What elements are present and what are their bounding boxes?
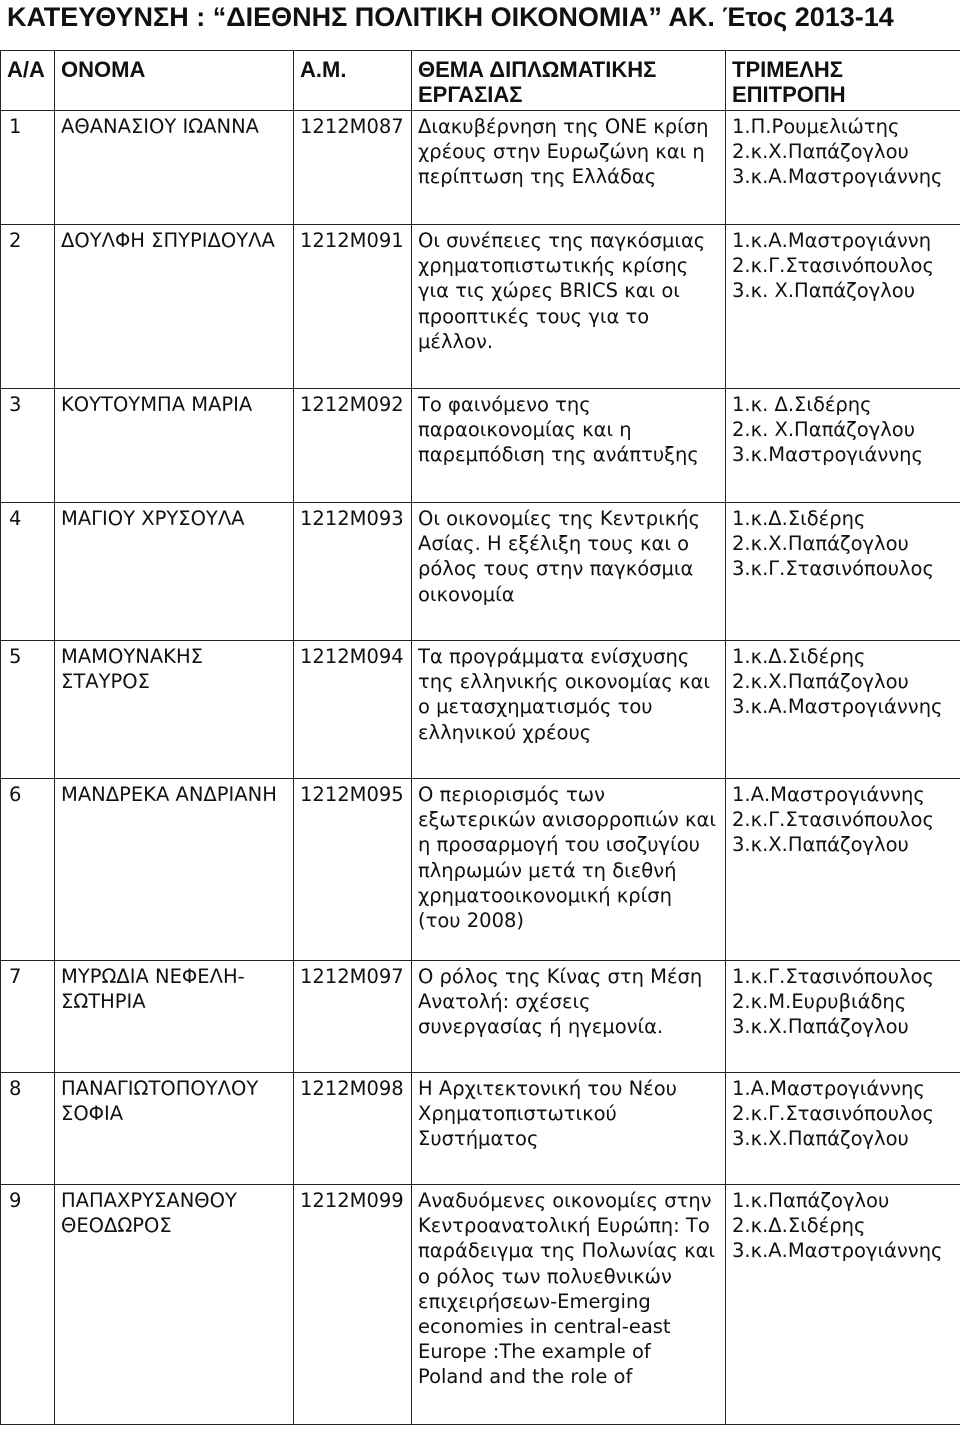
row-number: 3: [1, 389, 55, 503]
student-name: ΜΑΓΙΟΥ ΧΡΥΣΟΥΛΑ: [55, 503, 294, 641]
student-am: 1212M099: [294, 1185, 412, 1425]
table-row: [1, 961, 960, 1073]
document-title: ΚΑΤΕΥΘΥΝΣΗ : “ΔΙΕΘΝΗΣ ΠΟΛΙΤΙΚΗ ΟΙΚΟΝΟΜΙΑ” ΑΚ. Έτος 2013-14: [7, 2, 894, 32]
student-am: 1212M098: [294, 1073, 412, 1185]
committee-member: 1.κ.Δ.Σιδέρης: [732, 507, 866, 530]
table-row: [1, 1185, 960, 1425]
committee-member: 1.Α.Μαστρογιάννης: [732, 783, 925, 806]
thesis-topic: Τα προγράμματα ενίσχυσης της ελληνικής οικονομίας και ο μετασχηματισμός του ελληνικού χρέους: [412, 641, 726, 779]
row-number: 5: [1, 641, 55, 779]
row-number: 8: [1, 1073, 55, 1185]
table-row: [1, 641, 960, 779]
committee-members: [726, 225, 960, 389]
committee-member: 2.κ.Γ.Στασινόπουλος: [732, 808, 934, 832]
student-name: ΠΑΠΑΧΡΥΣΑΝΘΟΥ ΘΕΟΔΩΡΟΣ: [55, 1185, 294, 1425]
student-am: 1212M097: [294, 961, 412, 1073]
student-am: 1212M092: [294, 389, 412, 503]
table-row: [1, 111, 960, 225]
row-number: 7: [1, 961, 55, 1073]
thesis-topic: Οι οικονομίες της Κεντρικής Ασίας. Η εξέλιξη τους και ο ρόλος τους στην παγκόσμια οικονομία: [412, 503, 726, 641]
committee-member: 3.κ.Α.Μαστρογιάννης: [732, 1239, 943, 1263]
header-topic: ΘΕΜΑ ΔΙΠΛΩΜΑΤΙΚΗΣ ΕΡΓΑΣΙΑΣ: [412, 51, 726, 111]
committee-member: 3.κ.Μαστρογιάννης: [732, 443, 923, 467]
row-number: 2: [1, 225, 55, 389]
committee-members: [726, 111, 960, 225]
student-name: ΜΥΡΩΔΙΑ ΝΕΦΕΛΗ-ΣΩΤΗΡΙΑ: [55, 961, 294, 1073]
student-name: ΔΟΥΛΦΗ ΣΠΥΡΙΔΟΥΛΑ: [55, 225, 294, 389]
committee-member: 2.κ.Δ.Σιδέρης: [732, 1214, 866, 1238]
committee-member: 3.κ.Χ.Παπάζογλου: [732, 1127, 909, 1151]
table-header-row: [1, 51, 960, 111]
header-num: Α/Α: [1, 51, 55, 111]
table-row: [1, 225, 960, 389]
committee-member: 1.κ.Α.Μαστρογιάννη: [732, 229, 932, 252]
committee-members: [726, 961, 960, 1073]
student-am: 1212M091: [294, 225, 412, 389]
committee-members: [726, 641, 960, 779]
thesis-table: [0, 50, 960, 1425]
committee-member: 1.κ.Γ.Στασινόπουλος: [732, 965, 934, 988]
header-am: Α.Μ.: [294, 51, 412, 111]
committee-member: 3.κ.Γ.Στασινόπουλος: [732, 557, 934, 581]
student-name: ΚΟΥΤΟΥΜΠΑ ΜΑΡΙΑ: [55, 389, 294, 503]
thesis-topic: Ο περιορισμός των εξωτερικών ανισορροπιών και η προσαρμογή του ισοζυγίου πληρωμών μετά τη διεθνή χρηματοοικονομική κρίση (του 2008): [412, 779, 726, 961]
committee-member: 3.κ.Α.Μαστρογιάννης: [732, 695, 943, 719]
committee-member: 2.κ.Μ.Ευρυβιάδης: [732, 990, 907, 1014]
table-row: [1, 1073, 960, 1185]
student-name: ΜΑΜΟΥΝΑΚΗΣ ΣΤΑΥΡΟΣ: [55, 641, 294, 779]
committee-member: 2.κ. Χ.Παπάζογλου: [732, 418, 915, 442]
committee-member: 2.κ.Χ.Παπάζογλου: [732, 140, 909, 164]
committee-members: [726, 1073, 960, 1185]
committee-member: 1.κ.Δ.Σιδέρης: [732, 645, 866, 668]
row-number: 6: [1, 779, 55, 961]
committee-members: [726, 503, 960, 641]
committee-members: [726, 1185, 960, 1425]
thesis-topic: Ο ρόλος της Κίνας στη Μέση Ανατολή: σχέσεις συνεργασίας ή ηγεμονία.: [412, 961, 726, 1073]
committee-member: 3.κ.Α.Μαστρογιάννης: [732, 165, 943, 189]
row-number: 4: [1, 503, 55, 641]
student-am: 1212M093: [294, 503, 412, 641]
student-am: 1212M094: [294, 641, 412, 779]
thesis-topic: Οι συνέπειες της παγκόσμιας χρηματοπιστωτικής κρίσης για τις χώρες BRICS και οι προοπτικές τους για το μέλλον.: [412, 225, 726, 389]
committee-member: 2.κ.Γ.Στασινόπουλος: [732, 1102, 934, 1126]
committee-member: 1.Α.Μαστρογιάννης: [732, 1077, 925, 1100]
committee-member: 3.κ.Χ.Παπάζογλου: [732, 1015, 909, 1039]
student-name: ΠΑΝΑΓΙΩΤΟΠΟΥΛΟΥ ΣΟΦΙΑ: [55, 1073, 294, 1185]
committee-members: [726, 389, 960, 503]
committee-member: 1.Π.Ρουμελιώτης: [732, 115, 900, 138]
header-name: ΟΝΟΜΑ: [55, 51, 294, 111]
thesis-topic: Αναδυόμενες οικονομίες στην Κεντροανατολική Ευρώπη: Το παράδειγμα της Πολωνίας και ο ρόλος των πολυεθνικών επιχειρήσεων-Emerging economies in central-east Europe :The example of Poland and the role of: [412, 1185, 726, 1425]
table-row: [1, 503, 960, 641]
table-body: [1, 111, 960, 1425]
committee-member: 1.κ.Παπάζογλου: [732, 1189, 890, 1212]
committee-member: 2.κ.Γ.Στασινόπουλος: [732, 254, 934, 278]
thesis-topic: Η Αρχιτεκτονική του Νέου Χρηματοπιστωτικού Συστήματος: [412, 1073, 726, 1185]
committee-member: 2.κ.Χ.Παπάζογλου: [732, 532, 909, 556]
committee-member: 2.κ.Χ.Παπάζογλου: [732, 670, 909, 694]
header-committee: ΤΡΙΜΕΛΗΣ ΕΠΙΤΡΟΠΗ: [726, 51, 960, 111]
student-name: ΜΑΝΔΡΕΚΑ ΑΝΔΡΙΑΝΗ: [55, 779, 294, 961]
committee-member: 1.κ. Δ.Σιδέρης: [732, 393, 872, 416]
table-row: [1, 779, 960, 961]
committee-members: [726, 779, 960, 961]
committee-member: 3.κ.Χ.Παπάζογλου: [732, 833, 909, 857]
thesis-topic: Διακυβέρνηση της ΟΝΕ κρίση χρέους στην Ευρωζώνη και η περίπτωση της Ελλάδας: [412, 111, 726, 225]
row-number: 1: [1, 111, 55, 225]
row-number: 9: [1, 1185, 55, 1425]
student-name: ΑΘΑΝΑΣΙΟΥ ΙΩΑΝΝΑ: [55, 111, 294, 225]
student-am: 1212M095: [294, 779, 412, 961]
committee-member: 3.κ. Χ.Παπάζογλου: [732, 279, 915, 303]
student-am: 1212M087: [294, 111, 412, 225]
table-row: [1, 389, 960, 503]
thesis-topic: Το φαινόμενο της παραοικονομίας και η παρεμπόδιση της ανάπτυξης: [412, 389, 726, 503]
